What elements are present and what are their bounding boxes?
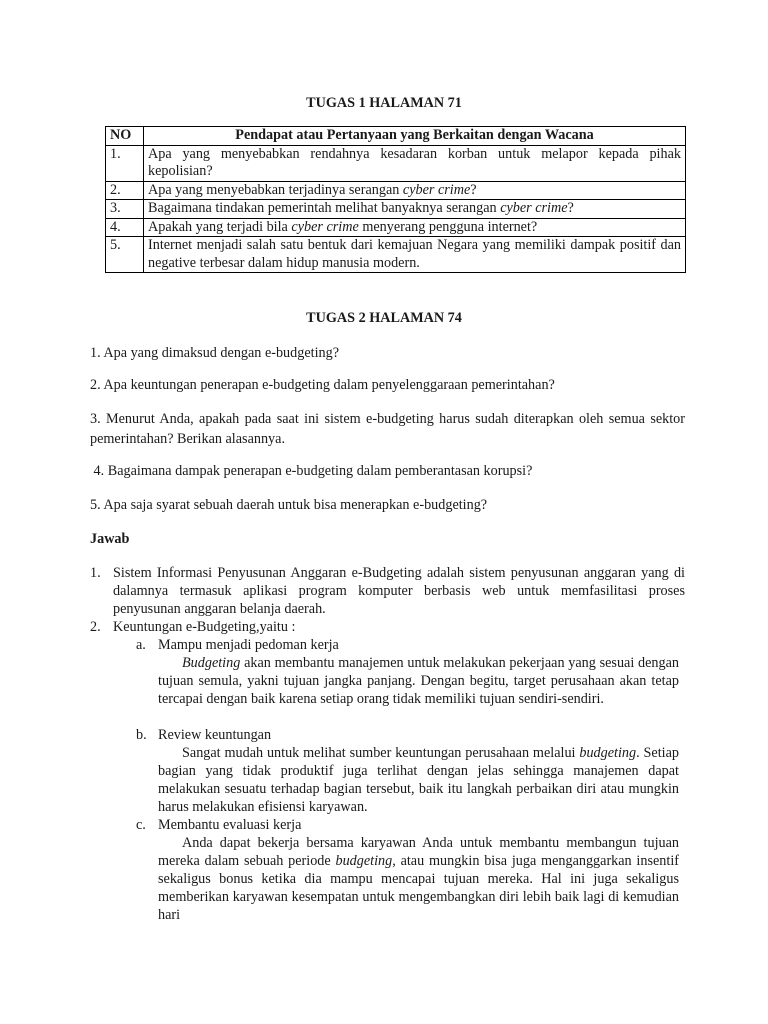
sub-b-title: Review keuntungan <box>158 727 272 743</box>
row-question <box>144 145 686 181</box>
sub-c-label: c. <box>136 817 146 833</box>
sub-b-body <box>158 744 679 816</box>
row-question <box>144 237 686 273</box>
row-number: 1. <box>106 145 144 181</box>
row-number: 3. <box>106 200 144 219</box>
sub-a-text: akan membantu manajemen untuk melakukan pekerjaan yang sesuai dengan tujuan semula, yakni tujuan jangka panjang. Dengan begitu, target perusahaan akan tetap tercapai dengan baik karena setiap orang tidak memiliki tujuan sendiri-sendiri. <box>158 655 679 707</box>
sub-c-text: Anda dapat bekerja bersama karyawan Anda untuk membantu membangun tujuan mereka dalam sebuah periode <box>158 835 679 869</box>
tugas2-question-1: 1. Apa yang dimaksud dengan e-budgeting? <box>90 345 340 361</box>
row-number: 2. <box>106 181 144 200</box>
row-question <box>144 200 686 219</box>
question-text: Apa yang menyebabkan rendahnya kesadaran korban untuk melapor kepada pihak kepolisian? <box>148 145 681 179</box>
answer-1-text: Sistem Informasi Penyusunan Anggaran e-Budgeting adalah sistem penyusunan anggaran yang di dalamnya termasuk aplikasi program komputer berbasis web untuk memfasilitasi proses penyusunan anggaran belanja daerah. <box>113 565 685 617</box>
row-question <box>144 218 686 237</box>
sub-c-text-end: , atau mungkin bisa juga menganggarkan insentif sekaligus bonus ketika dia mampu mencapai tujuan mereka. Hal ini juga sekaligus memberikan karyawan kesempatan untuk mengembangkan diri lebih baik lagi di kemudian hari <box>158 853 679 923</box>
sub-a-title: Mampu menjadi pedoman kerja <box>158 637 339 653</box>
question-text-end: ? <box>567 200 574 216</box>
tugas2-question-5: 5. Apa saja syarat sebuah daerah untuk bisa menerapkan e-budgeting? <box>90 497 488 513</box>
question-text: Apa yang menyebabkan terjadinya serangan <box>148 181 403 198</box>
sub-c-title: Membantu evaluasi kerja <box>158 817 302 833</box>
question-italic: cyber crime <box>500 200 568 216</box>
question-text-end: menyerang pengguna internet? <box>358 218 538 235</box>
table-row <box>106 200 686 219</box>
row-number: 4. <box>106 218 144 237</box>
sub-b-label: b. <box>136 727 147 743</box>
tugas2-question-4: 4. Bagaimana dampak penerapan e-budgeting dalam pemberantasan korupsi? <box>90 463 533 479</box>
sub-c-body <box>158 834 679 924</box>
table-header-row <box>106 127 686 146</box>
header-no: NO <box>106 127 144 146</box>
tugas2-question-3: 3. Menurut Anda, apakah pada saat ini sistem e-budgeting harus sudah diterapkan oleh semua sektor pemerintahan? Berikan alasannya. <box>90 411 685 447</box>
answer-1-number: 1. <box>90 565 101 581</box>
tugas1-table <box>105 126 686 273</box>
header-question: Pendapat atau Pertanyaan yang Berkaitan dengan Wacana <box>144 127 686 146</box>
sub-b-text: Sangat mudah untuk melihat sumber keuntungan perusahaan melalui <box>182 745 580 761</box>
sub-c-italic: budgeting <box>335 853 393 869</box>
sub-a-label: a. <box>136 637 146 653</box>
answer-2-number: 2. <box>90 619 101 635</box>
table-row <box>106 145 686 181</box>
question-italic: cyber crime <box>291 218 359 235</box>
answer-2-text: Keuntungan e-Budgeting,yaitu : <box>113 619 296 635</box>
sub-a-italic: Budgeting <box>182 655 241 671</box>
question-text: Apakah yang terjadi bila <box>148 218 292 235</box>
table-row <box>106 237 686 273</box>
jawab-heading: Jawab <box>90 531 130 547</box>
row-question <box>144 181 686 200</box>
sub-b-italic: budgeting <box>579 745 637 761</box>
tugas1-title: TUGAS 1 HALAMAN 71 <box>306 95 462 111</box>
tugas2-title: TUGAS 2 HALAMAN 74 <box>306 310 462 326</box>
sub-a-body <box>158 654 679 708</box>
question-text: Internet menjadi salah satu bentuk dari kemajuan Negara yang memiliki dampak positif dan negative terbesar dalam hidup manusia modern. <box>148 237 681 271</box>
question-italic: cyber crime <box>402 181 471 198</box>
question-text: Bagaimana tindakan pemerintah melihat banyaknya serangan <box>148 200 501 216</box>
question-text-end: ? <box>470 181 477 198</box>
sub-b-text-end: . Setiap bagian yang tidak produktif juga terlihat dengan jelas sehingga manajemen dapat melakukan sesuatu terhadap bagian tersebut, baik itu langkah perbaikan diri atau mungkin harus melakukan efisiensi karyawan. <box>158 745 679 815</box>
tugas2-question-2: 2. Apa keuntungan penerapan e-budgeting dalam penyelenggaraan pemerintahan? <box>90 377 555 393</box>
table-row <box>106 181 686 200</box>
row-number: 5. <box>106 237 144 273</box>
table-row <box>106 218 686 237</box>
